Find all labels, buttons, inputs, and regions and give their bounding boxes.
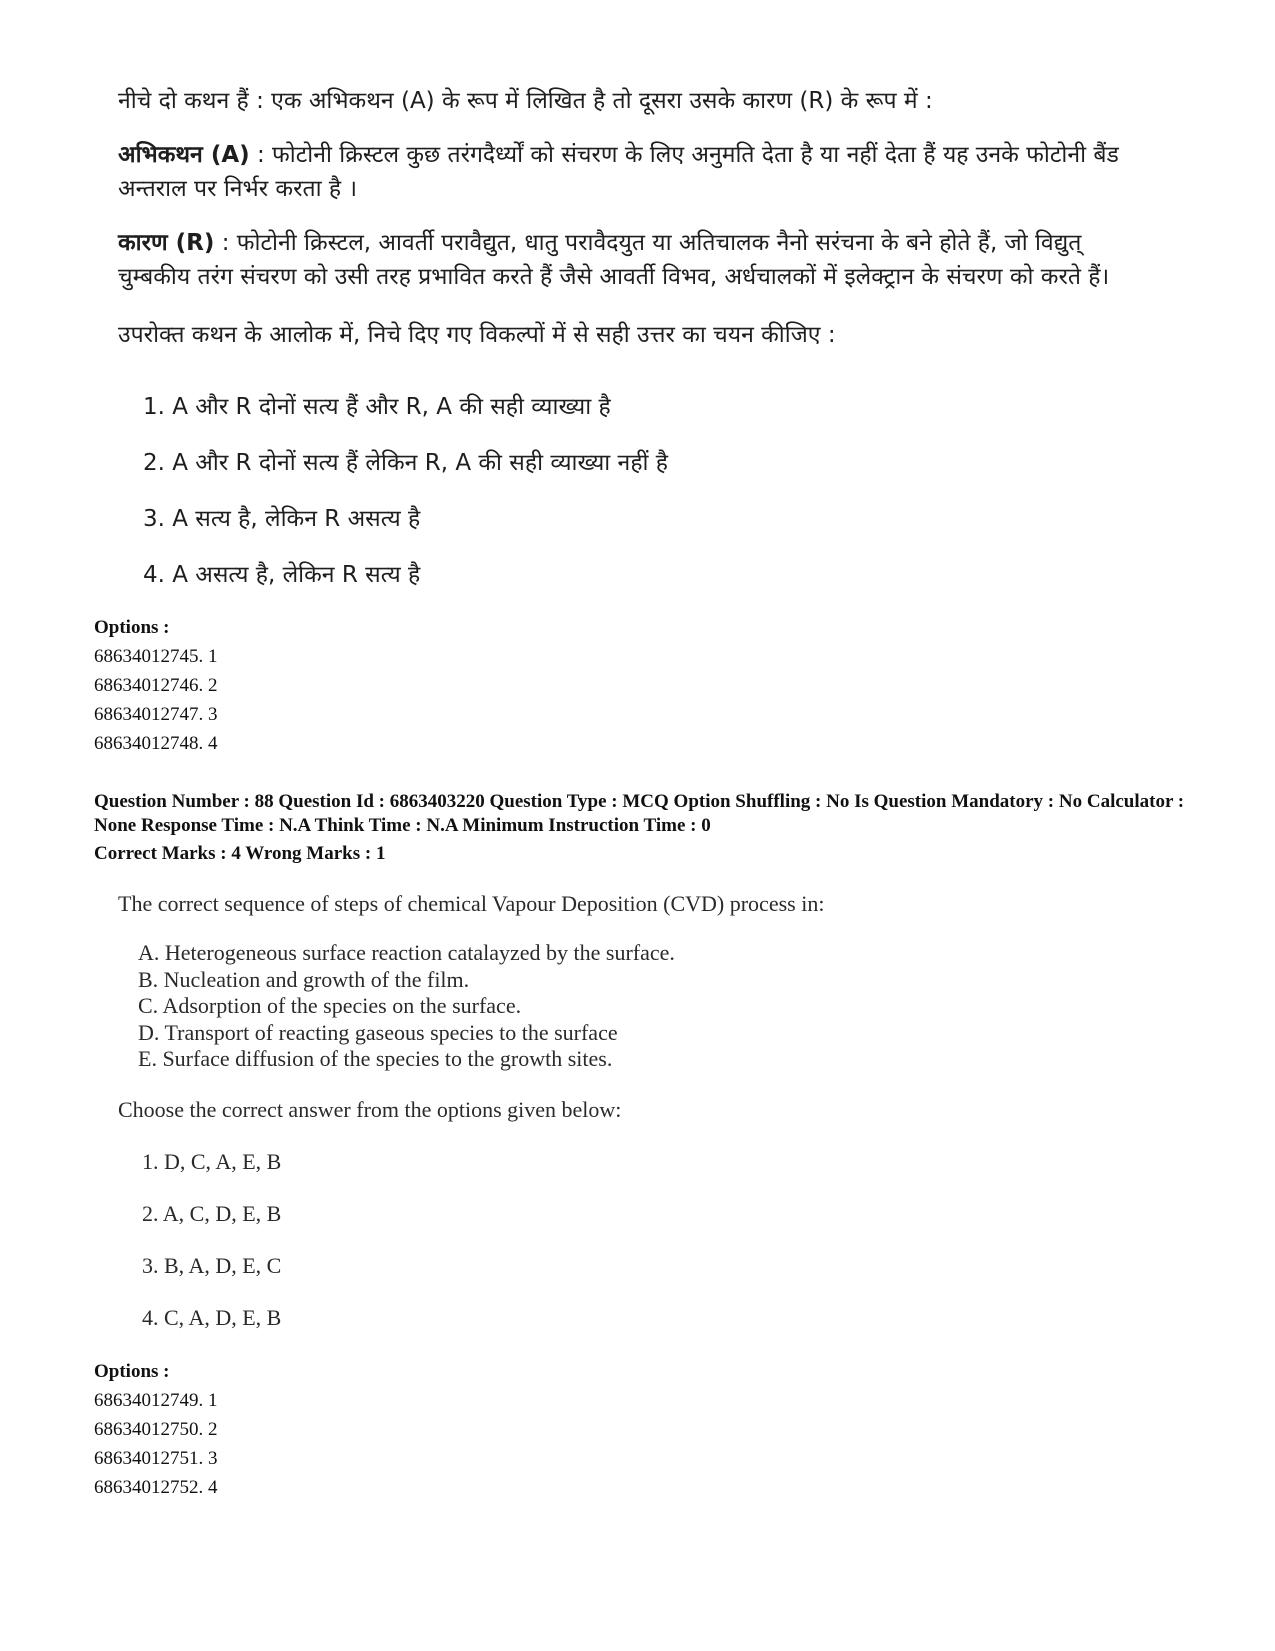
q87-option-3: 68634012747. 3 (94, 704, 218, 725)
q87-choices (143, 390, 1043, 598)
q88-step-d: D. Transport of reacting gaseous species to the surface (138, 1019, 618, 1045)
q88-choice-4: 4. C, A, D, E, B (142, 1305, 282, 1330)
q87-assertion-label: अभिकथन (A) (118, 142, 250, 168)
q88-metadata (94, 790, 1214, 866)
q88-option-2: 68634012750. 2 (94, 1419, 218, 1440)
q87-option-1: 68634012745. 1 (94, 646, 218, 667)
q87-reason-label: कारण (R) (118, 230, 215, 256)
q88-option-1: 68634012749. 1 (94, 1390, 218, 1411)
q87-option-2: 68634012746. 2 (94, 675, 218, 696)
q88-options-list (94, 1357, 218, 1502)
q87-prompt: उपरोक्त कथन के आलोक में, निचे दिए गए विकल्पों में से सही उत्तर का चयन कीजिए : (118, 322, 836, 348)
q87-options-list (94, 613, 218, 758)
q88-meta-line1: Question Number : 88 Question Id : 6863403220 Question Type : MCQ Option Shuffling : No Is Question Mandatory : No Calculator : None Response Time : N.A Think Time : N.A Minimum Instruction Time : 0 (94, 791, 1185, 836)
q87-choice-3: 3. A सत्य है, लेकिन R असत्य है (143, 506, 421, 532)
q88-choice-2: 2. A, C, D, E, B (142, 1201, 282, 1226)
q88-step-e: E. Surface diffusion of the species to the growth sites. (138, 1046, 613, 1071)
q88-step-b: B. Nucleation and growth of the film. (138, 966, 470, 992)
q87-option-4: 68634012748. 4 (94, 733, 218, 754)
q87-statement-block (118, 84, 1128, 352)
q87-reason (118, 226, 1128, 294)
q87-choice-1: 1. A और R दोनों सत्य हैं और R, A की सही व्याख्या है (143, 394, 611, 420)
q88-choice-1: 1. D, C, A, E, B (142, 1149, 282, 1174)
q88-step-a: A. Heterogeneous surface reaction catalayzed by the surface. (138, 940, 675, 965)
q87-assertion (118, 138, 1128, 206)
q88-choice-3: 3. B, A, D, E, C (142, 1253, 282, 1278)
q88-option-3: 68634012751. 3 (94, 1448, 218, 1469)
q88-meta-line2: Correct Marks : 4 Wrong Marks : 1 (94, 843, 386, 864)
q88-prompt: Choose the correct answer from the options given below: (118, 1097, 622, 1122)
q88-option-4: 68634012752. 4 (94, 1477, 218, 1498)
q87-assertion-text: : फोटोनी क्रिस्टल कुछ तरंगदैर्ध्यों को संचरण के लिए अनुमति देता है या नहीं देता हैं यह उनके फोटोनी बैंड अन्तराल पर निर्भर करता है । (118, 142, 1119, 202)
q87-choice-2: 2. A और R दोनों सत्य हैं लेकिन R, A की सही व्याख्या नहीं है (143, 450, 669, 476)
q88-options-title: Options : (94, 1361, 170, 1382)
q88-step-c: C. Adsorption of the species on the surface. (138, 993, 522, 1018)
q87-choice-4: 4. A असत्य है, लेकिन R सत्य है (143, 562, 421, 588)
q87-options-title: Options : (94, 617, 170, 638)
q87-intro: नीचे दो कथन हैं : एक अभिकथन (A) के रूप में लिखित है तो दूसरा उसके कारण (R) के रूप में : (118, 88, 933, 114)
q87-reason-text: : फोटोनी क्रिस्टल, आवर्ती परावैद्युत, धातु परावैदयुत या अतिचालक नैनो सरंचना के बने होते हैं, जो विद्युत् चुम्बकीय तरंग संचरण को उसी तरह प्रभावित करते हैं जैसे आवर्ती विभव, अर्धचालकों में इलेक्ट्रान के संचरण को करते हैं। (118, 230, 1110, 290)
q88-choices (142, 1148, 742, 1344)
q88-steps (138, 940, 1038, 1073)
q88-stem: The correct sequence of steps of chemical Vapour Deposition (CVD) process in: (118, 891, 825, 916)
